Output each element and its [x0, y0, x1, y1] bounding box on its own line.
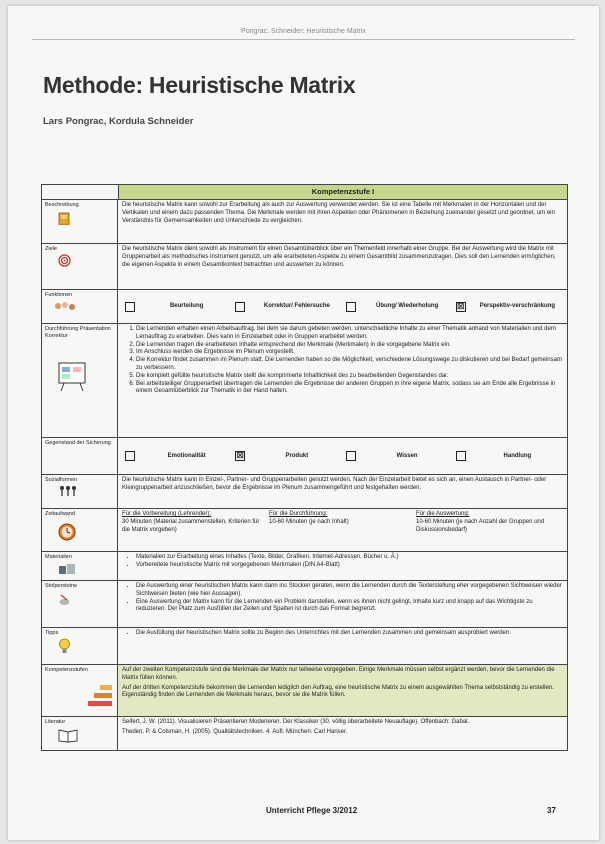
- running-head: Pongrac, Schneider: Heuristische Matrix: [241, 28, 366, 35]
- list-item: 6. Bei arbeitsteiliger Gruppenarbeit übertragen die Lernenden die Ergebnisse der anderen Gruppen in ihre eigene Matrix, sodass sie am Ende alle Ergebnisse in einem Gesamtüberblick zur Thematik in der Hand halten.: [136, 381, 563, 397]
- presentation-board-icon: [56, 360, 88, 392]
- row-kompetenzstufen: [42, 665, 567, 717]
- people-icon: [58, 485, 78, 498]
- row-literatur: [42, 717, 567, 750]
- row-label: Stolpersteine: [45, 583, 78, 589]
- checkbox-checked[interactable]: ☒: [457, 301, 465, 311]
- row-label: Gegenstand der Sicherung: [45, 440, 111, 446]
- row-tipps: [42, 628, 567, 665]
- zeitaufwand-columns: [122, 511, 563, 534]
- funktion-perspektiv[interactable]: ☒ Perspektiv-verschränkung: [457, 301, 556, 311]
- table-header: [42, 185, 567, 200]
- sozialformen-text: Die heuristische Matrix kann in Einzel-, Partner- und Gruppenarbeiten genutzt werden. Nach der Einzelarbeit bietet es sich an, einen Austausch in Partner- oder Kleingruppenarbeit anzuschließen, bevor die Ergebnisse im Plenum zusammengeführt und festgehalten werden.: [122, 477, 547, 491]
- row-label: Funktionen: [45, 292, 73, 298]
- list-item: • Die Auswertung einer heuristischen Matrix kann dann ins Stocken geraten, wenn die Lernenden durch die Texterstellung eher vorgegebenen Sichtweisen wieder Sichtweisen bieten (wie hier Aussagen).: [136, 583, 563, 599]
- row-durchfuehrung: [42, 324, 567, 438]
- materials-icon: [58, 562, 76, 575]
- row-funktionen: [42, 290, 567, 324]
- column-text: 30 Minuten (Material zusammenstellen, Kriterien für die Matrix vorgeben): [122, 518, 260, 533]
- functions-icon: [54, 300, 76, 313]
- ziele-text: Die heuristische Matrix dient sowohl als Instrument für einen Gesamtüberblick über ein Themenfeld innerhalb einer Gruppe. Bei der Auswertung wird die Matrix mit Gruppenarbeit als methodisches Instrument genutzt, um alle erarbeiteten Aspekte zu einem Gesamtbild zusammenzutragen. Dies soll den Lernenden ermöglichen, die eigenen Aspekte in einem Gesamtkontext betrachten und auswerten zu können.: [122, 246, 556, 268]
- checkbox-checked[interactable]: ☒: [236, 451, 244, 460]
- column-heading: Für die Durchführung:: [269, 511, 328, 517]
- lightbulb-icon: [58, 638, 71, 654]
- magazine-name: Unterricht Pflege 3/2012: [266, 806, 358, 815]
- list-item: 3. Im Anschluss werden die Ergebnisse im Plenum vorgestellt.: [136, 349, 563, 357]
- kompetenzstufe-header: Kompetenzstufe I: [119, 185, 567, 199]
- column-text: 10-60 Minuten (je nach Inhalt): [269, 518, 349, 525]
- column-heading: Für die Vorbereitung (Lehrender):: [122, 511, 212, 517]
- method-table: [41, 184, 568, 751]
- checkbox[interactable]: [125, 451, 135, 461]
- row-ziele: [42, 244, 567, 290]
- list-item: • Materialien zur Erarbeitung eines Inhaltes (Texte, Bilder, Grafiken, Internet-Adressen, Bücher u. Ä.): [136, 554, 563, 562]
- row-label: Ziele: [45, 246, 57, 252]
- row-sozialformen: [42, 475, 567, 509]
- funktionen-checks: [122, 292, 563, 321]
- row-stolpersteine: [42, 581, 567, 628]
- checkbox[interactable]: [346, 451, 356, 461]
- stumbling-stone-icon: [58, 593, 71, 606]
- row-label: Sozialformen: [45, 477, 78, 483]
- target-icon: [58, 254, 71, 267]
- materialien-list: [122, 554, 563, 570]
- row-label: Materialien: [45, 554, 72, 560]
- checkbox[interactable]: [346, 302, 356, 312]
- authors: Lars Pongrac, Kordula Schneider: [43, 116, 194, 127]
- literatur-entry: Theden, P. & Colsman, H. (2005). Qualitätstechniken. 4. Aufl. München: Carl Hanser.: [122, 728, 348, 735]
- row-beschreibung: [42, 200, 567, 244]
- funktion-beurteilung[interactable]: Beurteilung: [122, 302, 232, 312]
- notebook-icon: [58, 212, 71, 225]
- clock-icon: [58, 523, 76, 541]
- book-icon: [58, 727, 78, 743]
- stairs-icon: [86, 671, 114, 709]
- kompetenzstufe-2-text: Auf der zweiten Kompetenzstufe sind die Merkmale der Matrix nur teilweise vorgegeben. Einige Merkmale müssen selbst ergänzt werden, bevor die Lernenden die Matrix füllen können.: [122, 667, 555, 681]
- document-page: [8, 6, 599, 840]
- row-zeitaufwand: [42, 509, 567, 552]
- checkbox[interactable]: [456, 451, 466, 461]
- beschreibung-text: Die heuristische Matrix kann sowohl zur Erarbeitung als auch zur Auswertung verwendet werden. Sie ist eine Tabelle mit Merkmalen in der Horizontalen und der Vertikalen und einem dazu passenden Thema. Die Merkmale werden mit ihren Aspekten oder Phänomenen in Beziehung zueinander gesetzt und geordnet, um ein Verständnis für Gemeinsamkeiten und Unterschiede zu vergleichen.: [122, 202, 555, 224]
- gegenstand-handlung[interactable]: Handlung: [453, 451, 563, 461]
- list-item: • Eine Auswertung der Matrix kann für die Lernenden ein Problem darstellen, wenn es ihnen nicht gelingt, Inhalte kurz und knapp auf das Wichtigste zu reduzieren. Der Platz zum Ausfüllen der Zeilen und Spalten ist durch das Format begrenzt.: [136, 599, 563, 615]
- column-heading: Für die Auswertung:: [416, 511, 470, 517]
- gegenstand-wissen[interactable]: Wissen: [343, 451, 453, 461]
- gegenstand-checks: [122, 440, 563, 472]
- list-item: • Vorbereitete heuristische Matrix mit vorgegebenen Merkmalen (DIN A4-Blatt): [136, 562, 563, 570]
- list-item: 4. Die Korrektur findet zusammen im Plenum statt. Die Lernenden haben so die Möglichkeit, verschiedene Lösungswege zu diskutieren und bei Bedarf gemeinsam zu verbessern.: [136, 357, 563, 373]
- row-label: Literatur: [45, 719, 66, 725]
- gegenstand-emotionalitaet[interactable]: Emotionalität: [122, 451, 232, 461]
- stolpersteine-list: [122, 583, 563, 614]
- page-title: Methode: Heuristische Matrix: [43, 72, 356, 98]
- list-item: 5. Die komplett gefüllte heuristische Matrix stellt die komprimierte Inhaltlichkeit des zu bearbeitenden Gegenstandes dar.: [136, 373, 563, 381]
- list-item: • Die Ausfüllung der heuristischen Matrix sollte zu Beginn des Unterrichtes mit den Lernenden zusammen und gemeinsam ausprobiert werden.: [136, 630, 563, 638]
- row-label: Zeitaufwand: [45, 511, 75, 517]
- literatur-entry: Seifert, J. W. (2011). Visualisieren Präsentieren Moderieren. Der Klassiker (30. völlig überarbeitete Neuauflage). Offenbach: Gabal.: [122, 719, 470, 725]
- list-item: 2. Die Lernenden tragen die erarbeiteten Inhalte entsprechend der Merkmale (Merkmalen) in die vorgegebene Matrix ein.: [136, 342, 563, 350]
- tipps-list: [122, 630, 563, 638]
- list-item: 1. Die Lernenden erhalten einen Arbeitsauftrag, bei dem sie darum gebeten werden, unterschiedliche Inhalte zu einer Thematik anhand von Materialien und dem Lernauftrag zu erarbeiten. Dies kann in Einzelarbeit oder in Gruppen erarbeitet werden.: [136, 326, 563, 342]
- funktion-korrektur[interactable]: Korrektur/ Fehlersuche: [232, 302, 342, 312]
- row-gegenstand: [42, 438, 567, 475]
- row-label: Tipps: [45, 630, 59, 636]
- row-label: Kompetenzstufen: [45, 667, 88, 673]
- gegenstand-produkt[interactable]: ☒ Produkt: [236, 451, 309, 460]
- row-label: Beschreibung: [45, 202, 79, 208]
- funktion-uebung[interactable]: Übung/ Wiederholung: [343, 302, 453, 312]
- checkbox[interactable]: [235, 302, 245, 312]
- header-rule: [32, 39, 575, 40]
- durchfuehrung-steps: [122, 326, 563, 396]
- row-label: Durchführung Präsentation Korrektur: [45, 326, 111, 339]
- checkbox[interactable]: [125, 302, 135, 312]
- page-number: 37: [547, 806, 556, 815]
- column-text: 10-60 Minuten (je nach Anzahl der Gruppen und Diskussionsbedarf): [416, 518, 545, 533]
- kompetenzstufe-3-text: Auf der dritten Kompetenzstufe bekommen die Lernenden lediglich den Auftrag, eine heuristische Matrix zu einem ausgewählten Thema selbstständig zu erstellen. Eigenständig finden die Lernenden die Merkmale heraus, bevor sie die Matrix füllen.: [122, 684, 554, 699]
- row-materialien: [42, 552, 567, 581]
